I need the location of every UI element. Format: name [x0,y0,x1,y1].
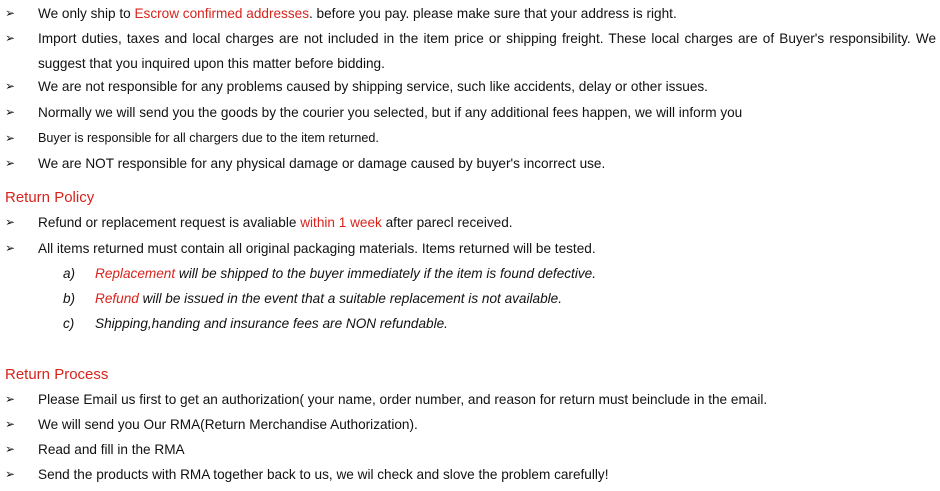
item-text: We will send you Our RMA(Return Merchandise Authorization). [38,417,418,432]
sub-item-label: a) [63,266,76,281]
return-policy-heading: Return Policy [5,189,95,206]
highlight-text: within 1 week [300,215,382,230]
sub-item-label: b) [63,291,76,306]
highlight-text: Escrow confirmed addresses [134,6,309,21]
arrow-bullet-icon: ➢ [5,392,16,406]
arrow-bullet-icon: ➢ [5,241,16,255]
item-text: Buyer is responsible for all chargers due to the item returned. [38,131,379,145]
item-text: . before you pay. please make sure that your address is right. [309,6,677,21]
item-text: Read and fill in the RMA [38,442,185,457]
item-text: will be shipped to the buyer immediately if the item is found defective. [175,266,596,281]
item-text: after parecl received. [381,215,513,230]
highlight-text: Refund [95,291,139,306]
arrow-bullet-icon: ➢ [5,131,16,145]
item-text: Please Email us first to get an authorization( your name, order number, and reason for return must beinclude in the email. [38,392,768,407]
item-text: will be issued in the event that a suitable replacement is not available. [138,291,563,306]
arrow-bullet-icon: ➢ [5,79,16,93]
arrow-bullet-icon: ➢ [5,105,16,119]
highlight-text: Replacement [95,266,176,281]
return-process-heading: Return Process [5,366,109,383]
item-text: We are not responsible for any problems caused by shipping service, such like accidents, delay or other issues. [38,79,708,94]
item-text: All items returned must contain all original packaging materials. Items returned will be tested. [38,241,596,256]
arrow-bullet-icon: ➢ [5,31,16,45]
item-text: Send the products with RMA together back to us, we wil check and slove the problem carefully! [38,467,609,482]
item-text: We are NOT responsible for any physical damage or damage caused by buyer's incorrect use. [38,156,606,171]
arrow-bullet-icon: ➢ [5,417,16,431]
item-text: Import duties, taxes and local charges are not included in the item price or shipping freight. These local charges are of Buyer's responsibility. We suggest that you inquired upon this matter before bidding. [38,31,936,71]
item-text: Refund or replacement request is avaliable [38,215,301,230]
item-text: Normally we will send you the goods by the courier you selected, but if any additional fees happen, we will inform you [38,105,743,120]
arrow-bullet-icon: ➢ [5,156,16,170]
arrow-bullet-icon: ➢ [5,6,16,20]
sub-item-label: c) [63,316,75,331]
item-text: We only ship to [38,6,135,21]
arrow-bullet-icon: ➢ [5,467,16,481]
item-text: Shipping,handing and insurance fees are NON refundable. [95,316,448,331]
arrow-bullet-icon: ➢ [5,215,16,229]
arrow-bullet-icon: ➢ [5,442,16,456]
